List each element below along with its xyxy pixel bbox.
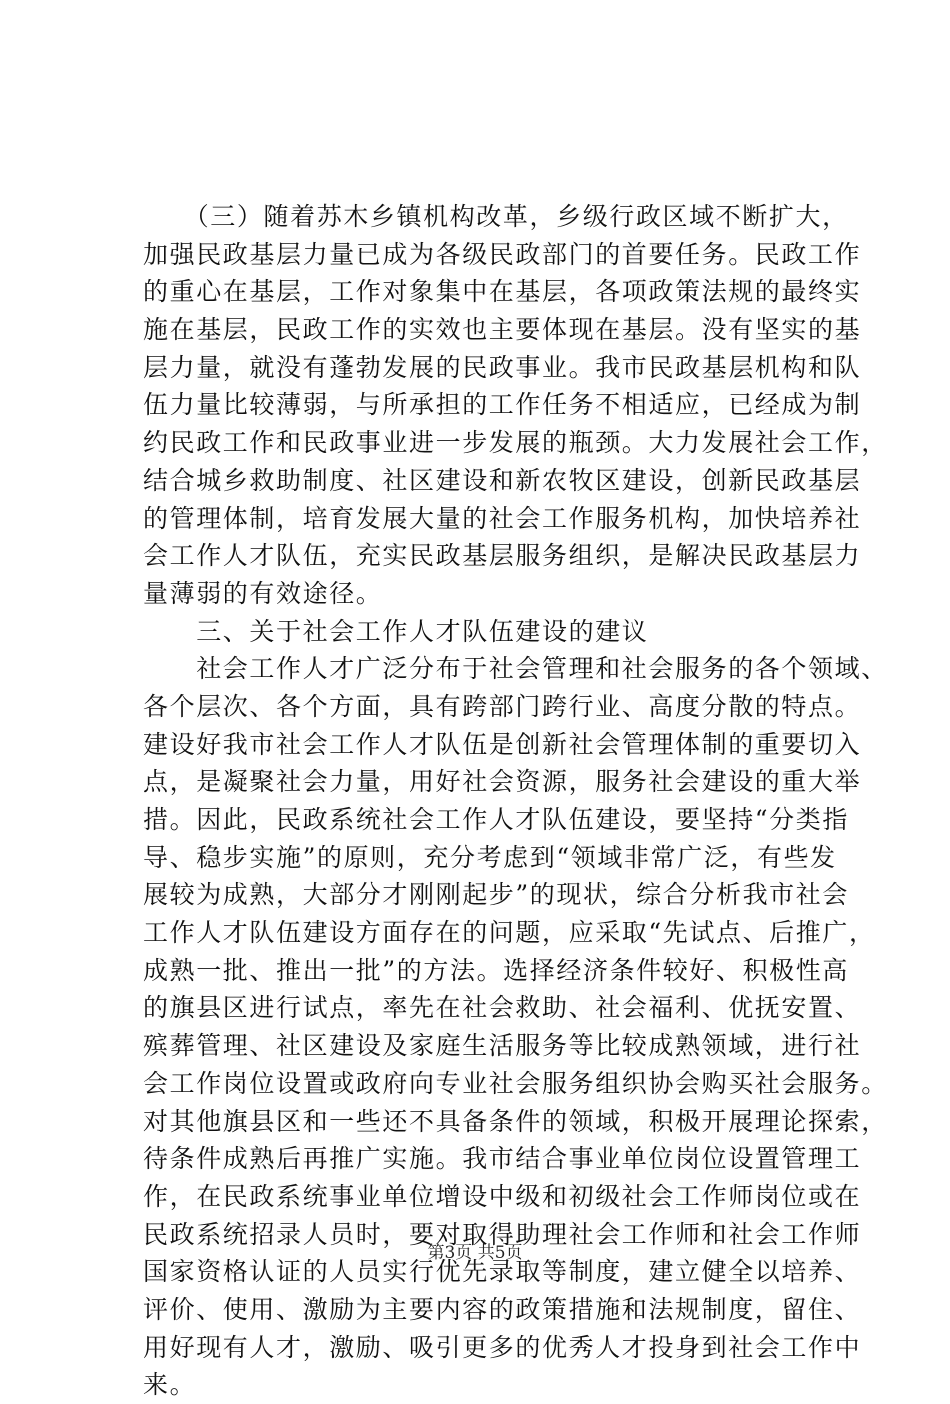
text-line: 加强民政基层力量已成为各级民政部门的首要任务。民政工作 [143,239,862,269]
text-line: 对其他旗县区和一些还不具备条件的领域，积极开展理论探索， [143,1106,888,1136]
text-line: 殡葬管理、社区建设及家庭生活服务等比较成熟领域，进行社 [143,1031,862,1061]
text-line: 措。因此，民政系统社会工作人才队伍建设，要坚持“分类指 [143,805,849,834]
text-line: 国家资格认证的人员实行优先录取等制度，建立健全以培养、 [143,1257,862,1287]
text-line: 展较为成熟，大部分才刚刚起步”的现状，综合分析我市社会 [143,880,849,910]
text-line: 点，是凝聚社会力量，用好社会资源，服务社会建设的重大举 [143,767,862,797]
text-line: 各个层次、各个方面，具有跨部门跨行业、高度分散的特点。 [143,691,862,721]
text-line: 用好现有人才，激励、吸引更多的优秀人才投身到社会工作中 [143,1332,862,1362]
text-line: 会工作人才队伍，充实民政基层服务组织，是解决民政基层力 [143,541,862,571]
text-line: 约民政工作和民政事业进一步发展的瓶颈。大力发展社会工作， [143,428,888,458]
text-line: 结合城乡救助制度、社区建设和新农牧区建设，创新民政基层 [143,465,862,495]
text-line: 待条件成熟后再推广实施。我市结合事业单位岗位设置管理工 [143,1144,862,1174]
text-line: （三）随着苏木乡镇机构改革，乡级行政区域不断扩大， [143,202,849,231]
page-footer: 第3页 共5页 [427,1243,523,1263]
text-line: 会工作岗位设置或政府向专业社会服务组织协会购买社会服务。 [143,1068,888,1098]
text-line: 层力量，就没有蓬勃发展的民政事业。我市民政基层机构和队 [143,352,862,382]
text-line: 的旗县区进行试点，率先在社会救助、社会福利、优抚安置、 [143,993,862,1023]
document-body [143,198,888,1404]
text-line: 社会工作人才广泛分布于社会管理和社会服务的各个领域、 [143,654,888,684]
text-line: 作，在民政系统事业单位增设中级和初级社会工作师岗位或在 [143,1181,862,1211]
text-line: 三、关于社会工作人才队伍建设的建议 [143,616,649,646]
text-line: 的管理体制，培育发展大量的社会工作服务机构，加快培养社 [143,503,862,533]
text-line: 工作人才队伍建设方面存在的问题，应采取“先试点、后推广， [143,918,876,948]
text-line: 民政系统招录人员时，要对取得助理社会工作师和社会工作师 [143,1219,862,1249]
text-line: 评价、使用、激励为主要内容的政策措施和法规制度，留住、 [143,1294,862,1324]
text-line: 伍力量比较薄弱，与所承担的工作任务不相适应，已经成为制 [143,390,862,420]
text-line: 量薄弱的有效途径。 [143,578,383,608]
text-line: 导、稳步实施”的原则，充分考虑到“领域非常广泛，有些发 [143,842,837,872]
text-line: 建设好我市社会工作人才队伍是创新社会管理体制的重要切入 [143,729,862,759]
text-line: 施在基层，民政工作的实效也主要体现在基层。没有坚实的基 [143,315,862,345]
text-line: 来。 [143,1370,197,1400]
text-line: 的重心在基层，工作对象集中在基层，各项政策法规的最终实 [143,277,862,307]
text-line: 成熟一批、推出一批”的方法。选择经济条件较好、积极性高 [143,955,849,985]
